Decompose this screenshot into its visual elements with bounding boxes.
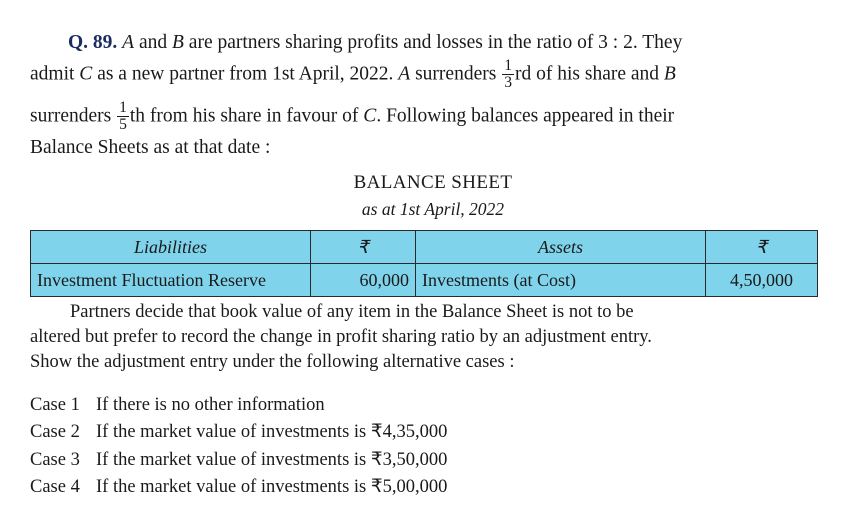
case-number-2: Case 2 [30,422,80,443]
question-text-2c: as a new partner from 1st April, 2022. [92,63,399,85]
case-text-1: If there is no other information [96,395,325,415]
cell-liability-amount: 60,000 [311,264,416,297]
list-item [30,447,630,474]
question-line-4: Balance Sheets as at that date : [30,136,271,158]
fraction-numerator: 1 [504,57,512,75]
fraction-denominator-2: 5 [119,116,127,133]
case-text-2: If the market value of investments is ₹4,35,000 [96,422,448,443]
table-header-row [31,231,818,264]
fraction-one-third [502,58,514,90]
question-text-2e: surrenders [410,63,502,85]
question-text-2f: rd of his share and [514,63,664,85]
cell-asset-amount: 4,50,000 [706,264,818,297]
question-text-3a: surrenders [30,105,117,127]
question-text-3d: . Following balances appeared in their [376,105,675,127]
question-number: Q. 89. [68,32,118,53]
question-paragraph [30,28,836,163]
instruction-line-3: Show the adjustment entry under the following alternative cases : [30,351,515,372]
balance-sheet-title: BALANCE SHEET [353,172,513,193]
partner-a-ref-2: A [398,63,411,85]
partner-c-ref: C [79,63,93,85]
question-line-3 [30,100,836,132]
question-line-1 [30,28,836,58]
instruction-line-1: Partners decide that book value of any item in the Balance Sheet is not to be [70,302,634,322]
case-number-1: Case 1 [30,395,80,415]
partner-b-ref: B [172,32,184,53]
question-text-3b: th from his share in favour of [129,105,364,127]
header-amount-assets: ₹ [706,231,818,264]
partner-b-ref-2: B [663,63,676,85]
fraction-one-fifth [117,100,129,132]
header-liabilities: Liabilities [31,231,311,264]
balance-sheet-subtitle: as at 1st April, 2022 [361,199,505,219]
list-item [30,419,630,446]
question-text-1d: are partners sharing profits and losses in the ratio of 3 : 2. They [183,32,683,53]
case-number-4: Case 4 [30,477,80,498]
list-item [30,392,630,419]
question-line-2 [30,58,836,90]
header-assets: Assets [416,231,706,264]
cell-asset-name: Investments (at Cost) [416,264,706,297]
question-text-2a: admit [30,63,80,85]
fraction-denominator: 3 [504,73,512,91]
case-number-3: Case 3 [30,449,80,470]
partner-a-ref: A [122,32,135,53]
list-item [30,474,630,501]
balance-sheet-table [30,230,818,297]
question-text-1b: and [134,32,172,53]
cell-liability-name: Investment Fluctuation Reserve [31,264,311,297]
case-text-3: If the market value of investments is ₹3,50,000 [96,449,448,470]
partner-c-ref-2: C [363,105,377,127]
cases-list [30,392,630,502]
table-row [31,264,818,297]
instruction-paragraph [30,300,817,375]
header-amount-liabilities: ₹ [311,231,416,264]
fraction-numerator-2: 1 [119,99,127,117]
case-text-4: If the market value of investments is ₹5,00,000 [96,477,448,498]
instruction-line-2: altered but prefer to record the change in profit sharing ratio by an adjustment entry. [30,326,652,347]
